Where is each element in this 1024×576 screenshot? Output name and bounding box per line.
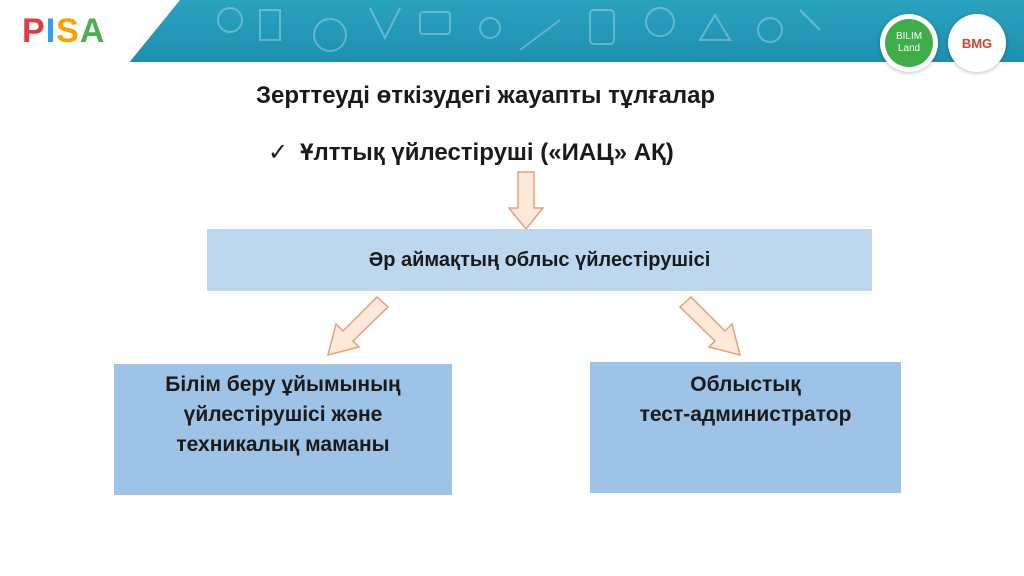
- bilimland-logo: [880, 14, 938, 72]
- pisa-logo: [22, 12, 105, 50]
- bilim-text: BILIM: [895, 31, 923, 42]
- box-line: тест-администратор: [639, 403, 852, 426]
- bmg-logo: [948, 14, 1006, 72]
- logo-letter: I: [45, 12, 57, 50]
- down-left-arrow-icon: [326, 297, 390, 359]
- slide-title: Зерттеуді өткізудегі жауапты тұлғалар: [256, 82, 716, 109]
- bullet-item: [268, 138, 674, 167]
- box-line: техникалық маманы: [176, 433, 390, 456]
- checkmark-icon: ✓: [268, 139, 289, 166]
- bmg-text: BMG: [961, 35, 993, 51]
- education-doodle-pattern: [190, 0, 830, 62]
- down-right-arrow-icon: [678, 297, 742, 359]
- logo-letter: P: [22, 12, 46, 50]
- test-administrator-box: [590, 362, 901, 493]
- regional-coordinator-box: Әр аймақтың облыс үйлестірушісі: [207, 229, 872, 291]
- bullet-text: Ұлттық үйлестіруші («ИАЦ» АҚ): [300, 139, 674, 166]
- header-bar: [0, 0, 1024, 62]
- logo-letter: A: [79, 12, 106, 50]
- school-coordinator-box: [114, 364, 452, 495]
- logo-letter: S: [56, 12, 80, 50]
- box-line: Облыстық: [690, 373, 801, 396]
- down-arrow-icon: [508, 172, 544, 232]
- land-text: Land: [897, 43, 921, 54]
- box-line: Білім беру ұйымының: [165, 373, 401, 396]
- box-line: үйлестірушісі және: [183, 403, 383, 426]
